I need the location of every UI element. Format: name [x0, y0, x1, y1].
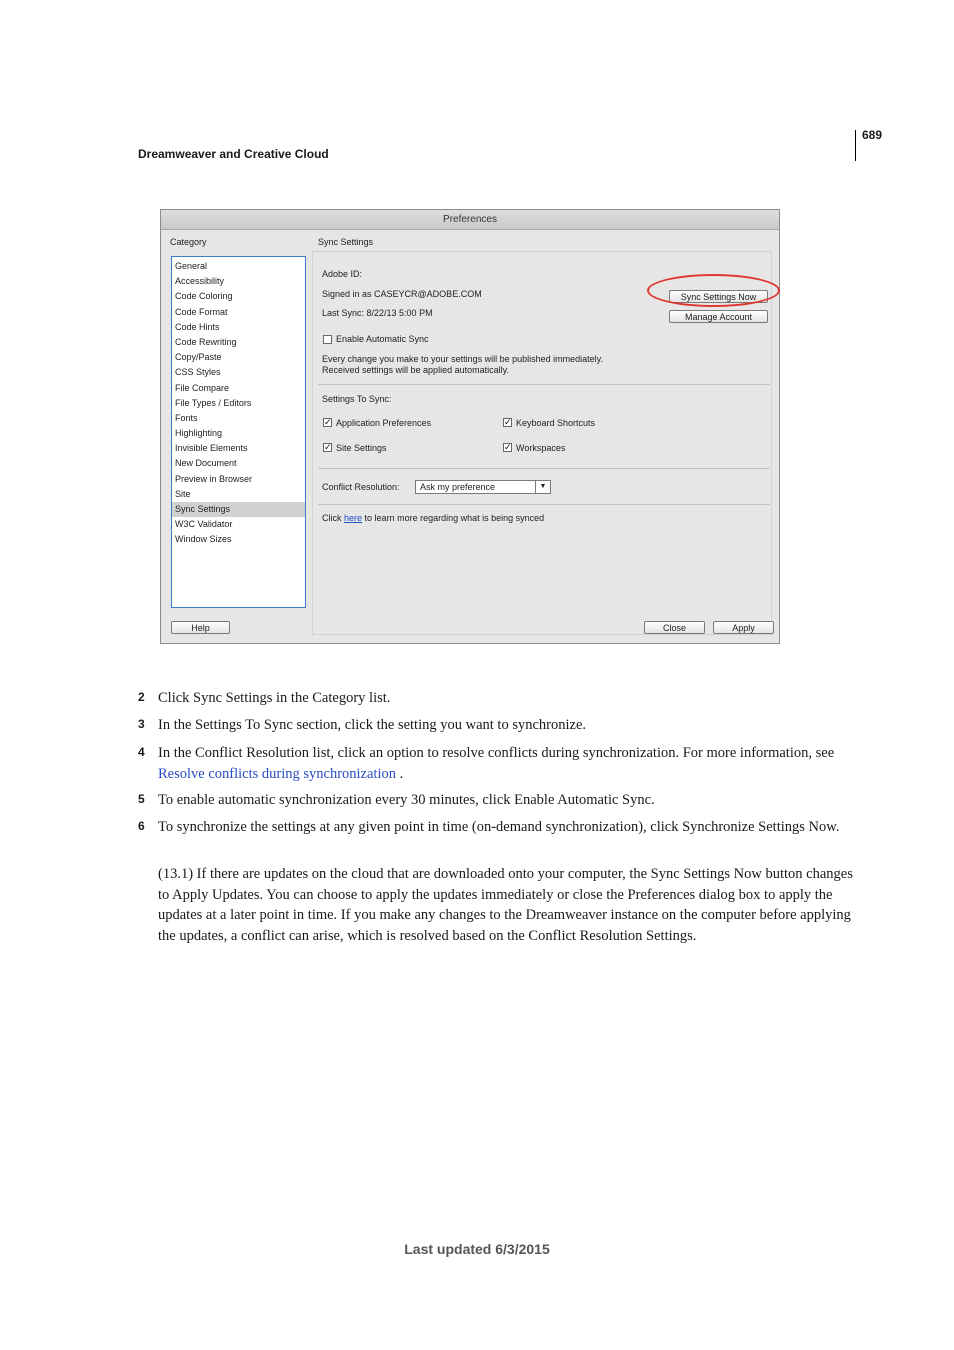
highlight-ring [647, 274, 780, 307]
divider [318, 468, 770, 469]
application-preferences-checkbox[interactable]: ✓ [324, 417, 332, 427]
auto-sync-note-line1: Every change you make to your settings will be published immediately. [322, 354, 603, 364]
category-item-css-styles[interactable]: CSS Styles [175, 367, 221, 378]
manage-account-button[interactable]: Manage Account [669, 310, 768, 323]
settings-to-sync-label: Settings To Sync: [322, 394, 392, 404]
conflict-resolution-select[interactable] [415, 480, 551, 494]
workspaces-label: Workspaces [516, 443, 566, 453]
page-number: 689 [862, 128, 883, 142]
step-text: To synchronize the settings at any given point in time (on-demand synchronization), click Synchronize Settings Now. [158, 819, 840, 835]
enable-auto-sync-label: Enable Automatic Sync [336, 334, 429, 344]
signed-in-text: Signed in as CASEYCR@ADOBE.COM [322, 289, 482, 299]
category-item-window-sizes[interactable]: Window Sizes [175, 534, 232, 545]
step-text: To enable automatic synchronization every 30 minutes, click Enable Automatic Sync. [158, 792, 655, 808]
section-title: Sync Settings [318, 237, 374, 247]
sync-info-text [322, 513, 544, 523]
close-button[interactable]: Close [644, 621, 705, 634]
site-settings-checkbox[interactable]: ✓ [324, 442, 332, 452]
step-text-main: In the Conflict Resolution list, click an option to resolve conflicts during synchronization. For more information, see [158, 745, 835, 761]
category-item-invisible-elements[interactable]: Invisible Elements [175, 443, 248, 454]
step-text: In the Settings To Sync section, click the setting you want to synchronize. [158, 717, 587, 733]
category-item-site[interactable]: Site [175, 488, 191, 499]
category-item-fonts[interactable]: Fonts [175, 412, 198, 423]
here-link[interactable]: here [344, 513, 363, 523]
step-number: 2 [138, 690, 145, 704]
last-sync-text: Last Sync: 8/22/13 5:00 PM [322, 308, 433, 318]
adobe-id-label: Adobe ID: [322, 269, 363, 279]
footer-last-updated: Last updated 6/3/2015 [404, 1241, 550, 1257]
category-item-accessibility[interactable]: Accessibility [175, 276, 225, 287]
step-text-after: . [396, 765, 404, 782]
apply-button[interactable]: Apply [713, 621, 774, 634]
category-item-code-hints[interactable]: Code Hints [175, 321, 220, 332]
help-button[interactable]: Help [171, 621, 230, 634]
workspaces-checkbox[interactable]: ✓ [504, 442, 512, 452]
dialog-title: Preferences [161, 210, 779, 230]
step-number: 4 [138, 745, 145, 759]
sync-settings-now-button[interactable]: Sync Settings Now [669, 290, 768, 303]
resolve-conflicts-link[interactable]: Resolve conflicts during synchronization [158, 765, 396, 782]
category-item-highlighting[interactable]: Highlighting [175, 428, 223, 439]
dropdown-arrow-icon: ▼ [535, 481, 550, 493]
category-item-copy-paste[interactable]: Copy/Paste [175, 352, 222, 363]
category-item-code-coloring[interactable]: Code Coloring [175, 291, 233, 302]
category-label: Category [170, 237, 207, 247]
category-item-w3c-validator[interactable]: W3C Validator [175, 519, 233, 530]
conflict-resolution-value: Ask my preference [420, 482, 496, 492]
divider [318, 384, 770, 385]
category-item-general[interactable]: General [175, 261, 208, 271]
auto-sync-note-line2: Received settings will be applied automatically. [322, 365, 509, 375]
header-rule [855, 130, 856, 161]
step-number: 5 [138, 792, 145, 806]
step-text [158, 743, 858, 784]
sync-info-prefix: Click [322, 513, 342, 523]
keyboard-shortcuts-checkbox[interactable]: ✓ [504, 417, 512, 427]
conflict-resolution-label: Conflict Resolution: [322, 482, 400, 492]
divider [318, 504, 770, 505]
category-item-file-types-editors[interactable]: File Types / Editors [175, 397, 252, 408]
category-item-code-format[interactable]: Code Format [175, 306, 228, 317]
category-item-new-document[interactable]: New Document [175, 458, 237, 469]
category-item-sync-settings[interactable]: Sync Settings [172, 502, 305, 517]
site-settings-label: Site Settings [336, 443, 387, 453]
sync-info-suffix: to learn more regarding what is being synced [364, 513, 545, 523]
preferences-dialog [160, 209, 780, 644]
step-number: 3 [138, 717, 145, 731]
step-text: Click Sync Settings in the Category list. [158, 690, 391, 706]
application-preferences-label: Application Preferences [336, 418, 432, 428]
note-paragraph: (13.1) If there are updates on the cloud that are downloaded onto your computer, the Sync Settings Now button changes to Apply Updates. You can choose to apply the updates immediately or close the Preferences dialog box to apply the updates at a later point in time. If you make any changes to the Dreamweaver instance on the computer before applying the updates, a conflict can arise, which is resolved based on the Conflict Resolution Settings. [158, 866, 853, 944]
running-head: Dreamweaver and Creative Cloud [138, 147, 329, 161]
category-item-code-rewriting[interactable]: Code Rewriting [175, 336, 237, 347]
category-item-file-compare[interactable]: File Compare [175, 382, 230, 393]
category-list[interactable] [171, 256, 306, 608]
category-item-preview-in-browser[interactable]: Preview in Browser [175, 473, 253, 484]
keyboard-shortcuts-label: Keyboard Shortcuts [516, 418, 596, 428]
step-number: 6 [138, 819, 145, 833]
enable-auto-sync-checkbox[interactable] [323, 335, 332, 344]
